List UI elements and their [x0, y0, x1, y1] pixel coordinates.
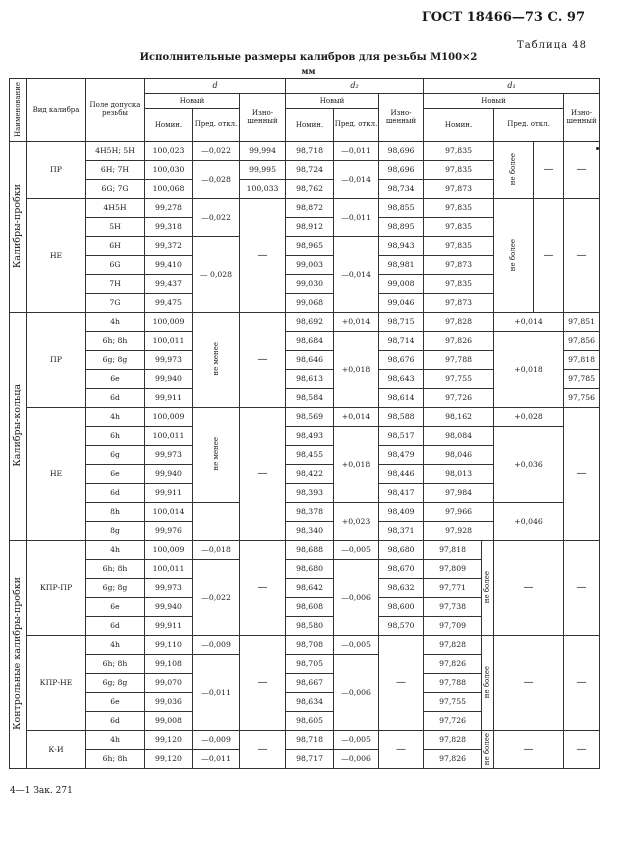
table-cell: 98,409 [379, 503, 424, 522]
table-cell: 99,372 [145, 237, 193, 256]
table-cell: 6g; 8g [86, 674, 145, 693]
table-cell: 99,278 [145, 199, 193, 218]
table-cell: 99,973 [145, 579, 193, 598]
table-cell: 98,643 [379, 370, 424, 389]
table-cell: 6G; 7G [86, 180, 145, 199]
table-cell: 99,940 [145, 370, 193, 389]
vid-kpr-ne: КПР-НЕ [27, 636, 86, 731]
section-kontrol: Контрольные калибры-пробки [10, 541, 27, 769]
table-cell: 4h [86, 636, 145, 655]
table-cell: —0,011 [334, 199, 379, 237]
table-cell: 100,009 [145, 541, 193, 560]
table-cell: 97,788 [424, 351, 494, 370]
table-cell: 98,517 [379, 427, 424, 446]
table-cell: —0,022 [193, 199, 240, 237]
vid-kpr-pr: КПР-ПР [27, 541, 86, 636]
table-cell: 98,912 [286, 218, 334, 237]
table-cell: 99,973 [145, 446, 193, 465]
table-cell: 100,009 [145, 408, 193, 427]
table-cell: 98,715 [379, 313, 424, 332]
table-cell: 99,995 [240, 161, 286, 180]
col-naimenovanie: Наименование [10, 79, 27, 142]
table-cell: — [564, 199, 600, 313]
table-cell: +0,046 [494, 503, 564, 541]
table-cell: 99,911 [145, 389, 193, 408]
table-cell: 100,030 [145, 161, 193, 180]
table-cell: — [564, 142, 600, 199]
table-cell: 98,676 [379, 351, 424, 370]
table-cell: 98,670 [379, 560, 424, 579]
table-cell: 99,046 [379, 294, 424, 313]
table-cell: 4H5H; 5H [86, 142, 145, 161]
vid-ne: НЕ [27, 199, 86, 313]
table-cell: 98,588 [379, 408, 424, 427]
table-cell: 99,410 [145, 256, 193, 275]
table-cell: — [240, 313, 286, 408]
ne-bolee-note: не более [482, 636, 494, 731]
table-cell: 99,437 [145, 275, 193, 294]
table-cell: — [240, 636, 286, 731]
table-cell: +0,018 [494, 332, 564, 408]
col-d-iznosh: Изно-шенный [240, 94, 286, 142]
table-cell: 98,680 [379, 541, 424, 560]
col-d1: d₁ [424, 79, 600, 94]
table-cell: 97,928 [424, 522, 494, 541]
table-cell: —0,005 [334, 541, 379, 560]
table-cell: 98,013 [424, 465, 494, 484]
col-d2-iznosh: Изно-шенный [379, 94, 424, 142]
table-cell: 4H5H [86, 199, 145, 218]
col-vid: Вид калибра [27, 79, 86, 142]
table-cell: 99,911 [145, 484, 193, 503]
table-cell: 98,455 [286, 446, 334, 465]
ne-bolee-note: не более [482, 731, 494, 769]
table-cell: 98,632 [379, 579, 424, 598]
table-cell: +0,014 [334, 313, 379, 332]
table-cell: 98,688 [286, 541, 334, 560]
table-cell: 6d [86, 712, 145, 731]
table-cell: — [534, 142, 564, 199]
table-cell: —0,018 [193, 541, 240, 560]
table-cell: +0,018 [334, 427, 379, 503]
table-cell: 6H [86, 237, 145, 256]
table-cell [193, 503, 240, 541]
ne-bolee-note: не более [494, 142, 534, 199]
col-d1-pred: Пред. откл. [494, 109, 564, 142]
table-cell: —0,006 [334, 655, 379, 731]
table-row [10, 503, 600, 522]
table-cell: 97,826 [424, 332, 494, 351]
table-cell: 98,446 [379, 465, 424, 484]
table-cell: 98,895 [379, 218, 424, 237]
table-cell: — [494, 541, 564, 636]
col-pole: Поле допуска резьбы [86, 79, 145, 142]
table-cell: 99,911 [145, 617, 193, 636]
table-cell: 98,614 [379, 389, 424, 408]
table-cell: 97,738 [424, 598, 482, 617]
table-cell: 97,771 [424, 579, 482, 598]
table-cell: 97,873 [424, 256, 494, 275]
table-cell: 98,696 [379, 142, 424, 161]
table-cell: 99,008 [379, 275, 424, 294]
table-cell: 97,873 [424, 294, 494, 313]
table-cell: 97,828 [424, 636, 482, 655]
table-cell: 6h; 8h [86, 560, 145, 579]
table-cell: 100,014 [145, 503, 193, 522]
table-cell: 6h; 8h [86, 655, 145, 674]
table-cell: 97,785 [564, 370, 600, 389]
unit-label: мм [301, 66, 316, 76]
table-cell: —0,005 [334, 731, 379, 750]
table-cell: 6e [86, 693, 145, 712]
table-cell: —0,011 [334, 142, 379, 161]
table-cell: 4h [86, 408, 145, 427]
table-row [10, 142, 600, 161]
table-cell: — [534, 199, 564, 313]
table-cell: 100,011 [145, 332, 193, 351]
col-d-pred: Пред. откл. [193, 109, 240, 142]
table-cell: 99,120 [145, 750, 193, 769]
table-cell: 7G [86, 294, 145, 313]
table-cell: 100,011 [145, 427, 193, 446]
table-title: Исполнительные размеры калибров для резьбы М100×2 [139, 52, 478, 63]
table-cell: 98,417 [379, 484, 424, 503]
table-cell: —0,011 [193, 655, 240, 731]
standard-header: ГОСТ 18466—73 С. 97 [421, 10, 585, 25]
table-cell: 98,646 [286, 351, 334, 370]
table-cell: 4h [86, 313, 145, 332]
calibre-table [9, 78, 600, 769]
table-cell: — [240, 199, 286, 313]
table-cell: —0,009 [193, 731, 240, 750]
col-d: d [145, 79, 286, 94]
table-cell: 97,818 [564, 351, 600, 370]
table-cell: 6G [86, 256, 145, 275]
table-cell: 98,493 [286, 427, 334, 446]
table-cell: 98,600 [379, 598, 424, 617]
table-cell: 97,755 [424, 693, 482, 712]
table-cell: 98,393 [286, 484, 334, 503]
section-koltsa: Калибры-кольца [10, 313, 27, 541]
ne-menee-note: не менее [193, 408, 240, 503]
vid-pr: ПР [27, 142, 86, 199]
table-cell: 99,976 [145, 522, 193, 541]
table-cell: 97,709 [424, 617, 482, 636]
table-cell: 6e [86, 598, 145, 617]
table-cell: — 0,028 [193, 237, 240, 313]
table-cell: —0,011 [193, 750, 240, 769]
table-cell: —0,014 [334, 161, 379, 199]
table-row [10, 636, 600, 655]
table-cell: 99,030 [286, 275, 334, 294]
table-cell: — [240, 731, 286, 769]
table-cell: 99,003 [286, 256, 334, 275]
table-cell: 8g [86, 522, 145, 541]
table-cell: 98,584 [286, 389, 334, 408]
table-cell: 98,718 [286, 142, 334, 161]
table-cell: 98,718 [286, 731, 334, 750]
table-cell: 98,634 [286, 693, 334, 712]
table-cell: 97,826 [424, 655, 482, 674]
table-cell: —0,028 [193, 161, 240, 199]
section-probki: Калибры-пробки [10, 142, 27, 313]
table-cell: 98,613 [286, 370, 334, 389]
ne-bolee-note: не более [494, 199, 534, 313]
table-label: Таблица 48 [517, 40, 587, 51]
table-cell: 100,011 [145, 560, 193, 579]
table-cell: 97,966 [424, 503, 494, 522]
table-cell: 97,835 [424, 218, 494, 237]
table-cell: 97,818 [424, 541, 482, 560]
table-row [10, 541, 600, 560]
col-d2-nomin: Номин. [286, 109, 334, 142]
table-cell: 6d [86, 617, 145, 636]
table-cell: 98,724 [286, 161, 334, 180]
table-cell: 6d [86, 484, 145, 503]
table-cell: — [564, 731, 600, 769]
col-d1-novyi: Новый [424, 94, 564, 109]
table-cell: 97,984 [424, 484, 494, 503]
col-d2-pred: Пред. откл. [334, 109, 379, 142]
table-cell: 97,873 [424, 180, 494, 199]
table-cell: 6g [86, 446, 145, 465]
table-row [10, 313, 600, 332]
table-cell: 7H [86, 275, 145, 294]
table-cell: 98,943 [379, 237, 424, 256]
table-cell: 6h; 8h [86, 750, 145, 769]
table-cell: 98,696 [379, 161, 424, 180]
table-cell: 98,605 [286, 712, 334, 731]
table-cell: +0,036 [494, 427, 564, 503]
table-cell: +0,028 [494, 408, 564, 427]
table-cell: 98,084 [424, 427, 494, 446]
table-cell: 99,068 [286, 294, 334, 313]
table-cell: 99,940 [145, 465, 193, 484]
table-cell: — [494, 636, 564, 731]
col-d2-novyi: Новый [286, 94, 379, 109]
table-row [10, 332, 600, 351]
table-cell: 99,973 [145, 351, 193, 370]
table-cell: — [240, 408, 286, 541]
table-cell: 98,708 [286, 636, 334, 655]
vid-ne-ring: НЕ [27, 408, 86, 541]
table-cell: 100,068 [145, 180, 193, 199]
table-cell: 97,826 [424, 750, 482, 769]
table-cell: 6e [86, 370, 145, 389]
table-cell: 97,726 [424, 389, 494, 408]
table-row [10, 731, 600, 750]
table-cell: 100,009 [145, 313, 193, 332]
table-cell: 99,110 [145, 636, 193, 655]
table-cell: 98,371 [379, 522, 424, 541]
table-cell: 98,422 [286, 465, 334, 484]
table-cell: 98,580 [286, 617, 334, 636]
table-cell: 99,994 [240, 142, 286, 161]
table-cell: — [240, 541, 286, 636]
table-cell: 6e [86, 465, 145, 484]
table-cell: 6h; 8h [86, 332, 145, 351]
table-cell: 98,680 [286, 560, 334, 579]
table-cell: 5H [86, 218, 145, 237]
table-cell: 99,318 [145, 218, 193, 237]
table-cell: 97,835 [424, 275, 494, 294]
table-cell: 6g; 8g [86, 579, 145, 598]
table-cell: 6d [86, 389, 145, 408]
table-cell: 99,036 [145, 693, 193, 712]
ne-bolee-note: не более [482, 541, 494, 636]
table-cell: 98,608 [286, 598, 334, 617]
table-cell: 99,070 [145, 674, 193, 693]
table-cell: 99,108 [145, 655, 193, 674]
table-cell: 98,705 [286, 655, 334, 674]
table-row [10, 408, 600, 427]
table-cell: 98,692 [286, 313, 334, 332]
table-row [10, 427, 600, 446]
table-cell: 98,717 [286, 750, 334, 769]
table-cell: 99,940 [145, 598, 193, 617]
table-cell: — [564, 408, 600, 541]
table-cell: 97,809 [424, 560, 482, 579]
table-cell: 97,835 [424, 161, 494, 180]
col-d1-nomin: Номин. [424, 109, 494, 142]
table-cell: 99,008 [145, 712, 193, 731]
table-cell: +0,023 [334, 503, 379, 541]
table-cell: 4h [86, 731, 145, 750]
vid-pr-ring: ПР [27, 313, 86, 408]
table-row [10, 199, 600, 218]
table-cell: 97,851 [564, 313, 600, 332]
table-cell: 100,023 [145, 142, 193, 161]
table-cell: +0,018 [334, 332, 379, 408]
table-cell: 98,569 [286, 408, 334, 427]
table-cell: 98,046 [424, 446, 494, 465]
col-d2: d₂ [286, 79, 424, 94]
table-cell: 97,828 [424, 313, 494, 332]
table-cell: —0,014 [334, 237, 379, 313]
table-cell: 98,981 [379, 256, 424, 275]
table-cell: 97,788 [424, 674, 482, 693]
col-d1-iznosh: Изно-шенный [564, 94, 600, 142]
table-cell: 99,120 [145, 731, 193, 750]
table-cell: +0,014 [494, 313, 564, 332]
table-cell: 6g; 8g [86, 351, 145, 370]
table-cell: 98,340 [286, 522, 334, 541]
col-d-nomin: Номин. [145, 109, 193, 142]
table-cell: — [564, 541, 600, 636]
table-cell: 98,570 [379, 617, 424, 636]
table-cell: —0,022 [193, 560, 240, 636]
table-cell: 97,755 [424, 370, 494, 389]
ne-menee-note: не менее [193, 313, 240, 408]
table-cell: — [379, 636, 424, 731]
col-d-novyi: Новый [145, 94, 240, 109]
table-cell: 97,835 [424, 199, 494, 218]
table-cell: +0,014 [334, 408, 379, 427]
table-cell: 97,828 [424, 731, 482, 750]
table-cell: 97,726 [424, 712, 482, 731]
table-cell: 98,378 [286, 503, 334, 522]
table-cell: 98,714 [379, 332, 424, 351]
table-cell: 6H; 7H [86, 161, 145, 180]
table-cell: — [564, 636, 600, 731]
vid-k-i: К-И [27, 731, 86, 769]
footer-note: 4—1 Зак. 271 [10, 786, 73, 796]
table-cell: 98,762 [286, 180, 334, 199]
table-cell: —0,009 [193, 636, 240, 655]
table-cell: 97,856 [564, 332, 600, 351]
table-cell: 4h [86, 541, 145, 560]
table-cell: —0,006 [334, 750, 379, 769]
table-cell: —0,005 [334, 636, 379, 655]
table-cell: 98,734 [379, 180, 424, 199]
table-cell: — [379, 731, 424, 769]
table-cell: 98,667 [286, 674, 334, 693]
table-cell: 98,965 [286, 237, 334, 256]
table-cell: 98,642 [286, 579, 334, 598]
table-cell: 100,033 [240, 180, 286, 199]
table-cell: 8h [86, 503, 145, 522]
table-cell: —0,006 [334, 560, 379, 636]
table-cell: — [494, 731, 564, 769]
table-cell: 6h [86, 427, 145, 446]
table-cell: —0,022 [193, 142, 240, 161]
table-cell: 98,872 [286, 199, 334, 218]
table-cell: 98,684 [286, 332, 334, 351]
table-cell: 98,855 [379, 199, 424, 218]
table-cell: 99,475 [145, 294, 193, 313]
table-cell: 98,479 [379, 446, 424, 465]
table-cell: 98,162 [424, 408, 494, 427]
table-cell: 97,835 [424, 142, 494, 161]
table-cell: 97,835 [424, 237, 494, 256]
table-cell: 97,756 [564, 389, 600, 408]
